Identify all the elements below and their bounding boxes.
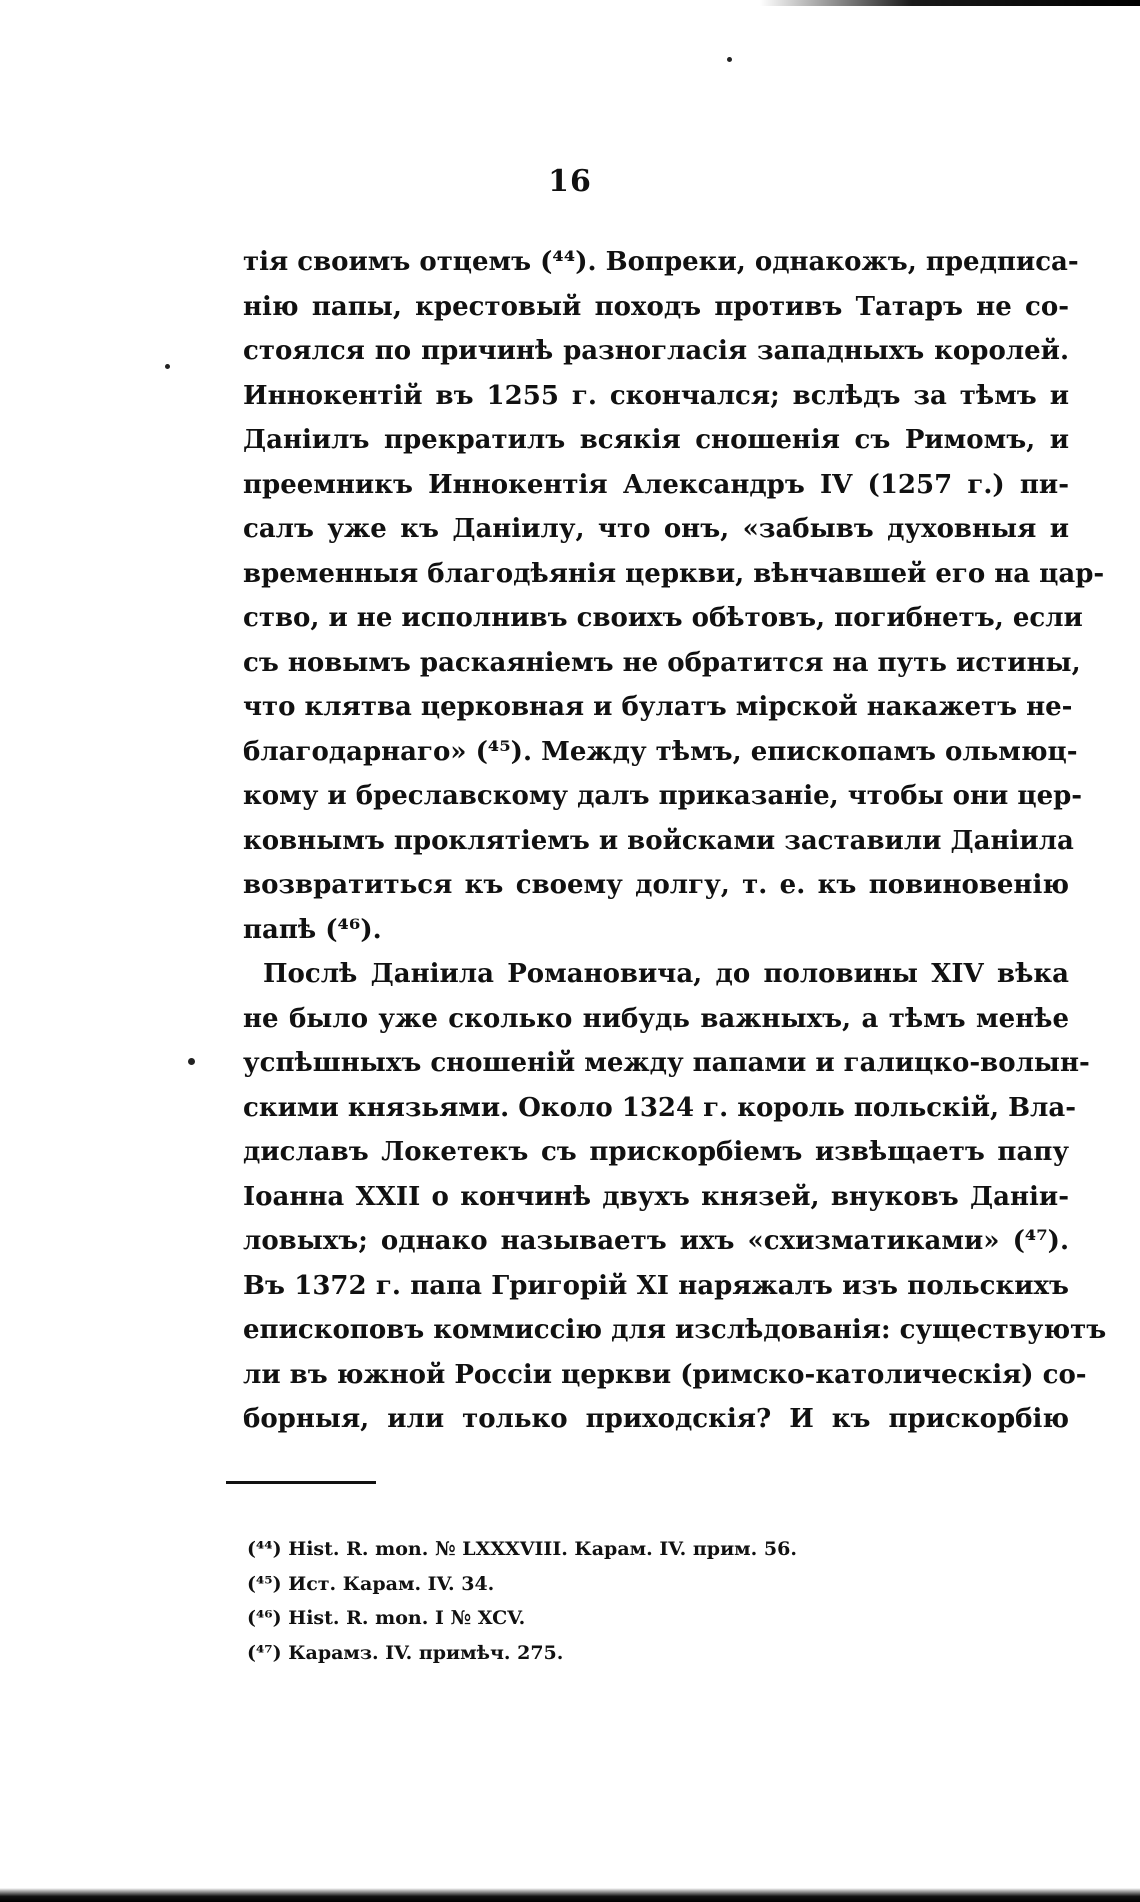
text-line: папѣ (⁴⁶). (243, 914, 382, 945)
scan-edge-bottom (0, 1888, 1140, 1902)
text-line: кому и бреславскому далъ приказаніе, чтобы они цер- (243, 781, 1083, 811)
paragraph-start-line: Послѣ Даніила Романовича, до половины XIV вѣка (263, 959, 1069, 989)
text-line: нію папы, крестовый походъ противъ Татаръ не со- (243, 291, 1069, 322)
text-line: благодарнаго» (⁴⁵). Между тѣмъ, епископамъ ольмюц- (243, 736, 1078, 767)
text-line: не было уже сколько нибудь важныхъ, а тѣмъ менѣе (243, 1003, 1069, 1034)
text-line: ли въ южной Россіи церкви (римско-католическія) со- (243, 1359, 1087, 1390)
scan-speck (188, 1058, 195, 1065)
scan-speck (165, 364, 170, 369)
text-line: съ новымъ раскаяніемъ не обратится на путь истины, (243, 647, 1081, 678)
text-line: диславъ Локетекъ съ прискорбіемъ извѣщаетъ папу (243, 1137, 1069, 1167)
page-number: 16 (548, 164, 592, 199)
text-line: что клятва церковная и булатъ мірской накажетъ не- (243, 692, 1073, 722)
text-line: тія своимъ отцемъ (⁴⁴). Вопреки, однакожъ, предписа- (243, 247, 1079, 277)
text-line: Іоанна XXII о кончинѣ двухъ князей, внуковъ Даніи- (243, 1181, 1069, 1212)
footnote-44: (⁴⁴) Hist. R. mon. № LXXXVIII. Карам. IV. прим. 56. (247, 1538, 797, 1560)
text-line: ковнымъ проклятіемъ и войсками заставили Даніила (243, 825, 1074, 856)
body-text (243, 240, 1107, 1442)
text-line: скими князьями. Около 1324 г. король польскій, Вла- (243, 1092, 1077, 1123)
text-line: возвратиться къ своему долгу, т. е. къ повиновенію (243, 870, 1069, 900)
text-line: борныя, или только приходскія? И къ прискорбію (243, 1404, 1069, 1434)
footnote-46: (⁴⁶) Hist. R. mon. I № XCV. (247, 1607, 526, 1629)
text-line: ловыхъ; однако называетъ ихъ «схизматиками» (⁴⁷). (243, 1226, 1069, 1256)
text-line: стоялся по причинѣ разногласія западныхъ королей. (243, 336, 1069, 366)
text-line: Даніилъ прекратилъ всякія сношенія съ Римомъ, и (243, 425, 1069, 455)
text-line: ство, и не исполнивъ своихъ обѣтовъ, погибнетъ, если (243, 603, 1083, 633)
footnote-45: (⁴⁵) Ист. Карам. IV. 34. (247, 1572, 495, 1595)
footnote-separator (226, 1481, 376, 1484)
footnote-47: (⁴⁷) Карамз. IV. примѣч. 275. (247, 1641, 564, 1664)
scan-edge-top (760, 0, 1140, 6)
text-line: Иннокентій въ 1255 г. скончался; вслѣдъ за тѣмъ и (243, 380, 1069, 411)
text-line: Въ 1372 г. папа Григорій XI наряжалъ изъ польскихъ (243, 1270, 1069, 1301)
text-line: временныя благодѣянія церкви, вѣнчавшей его на цар- (243, 558, 1105, 589)
text-line: салъ уже къ Даніилу, что онъ, «забывъ духовныя и (243, 514, 1069, 544)
text-line: успѣшныхъ сношеній между папами и галицко-волын- (243, 1048, 1090, 1078)
footnotes (247, 1532, 1047, 1670)
scan-speck (727, 57, 732, 62)
text-line: преемникъ Иннокентія Александръ IV (1257 г.) пи- (243, 469, 1069, 500)
text-line: епископовъ коммиссію для изслѣдованія: существуютъ (243, 1315, 1107, 1345)
